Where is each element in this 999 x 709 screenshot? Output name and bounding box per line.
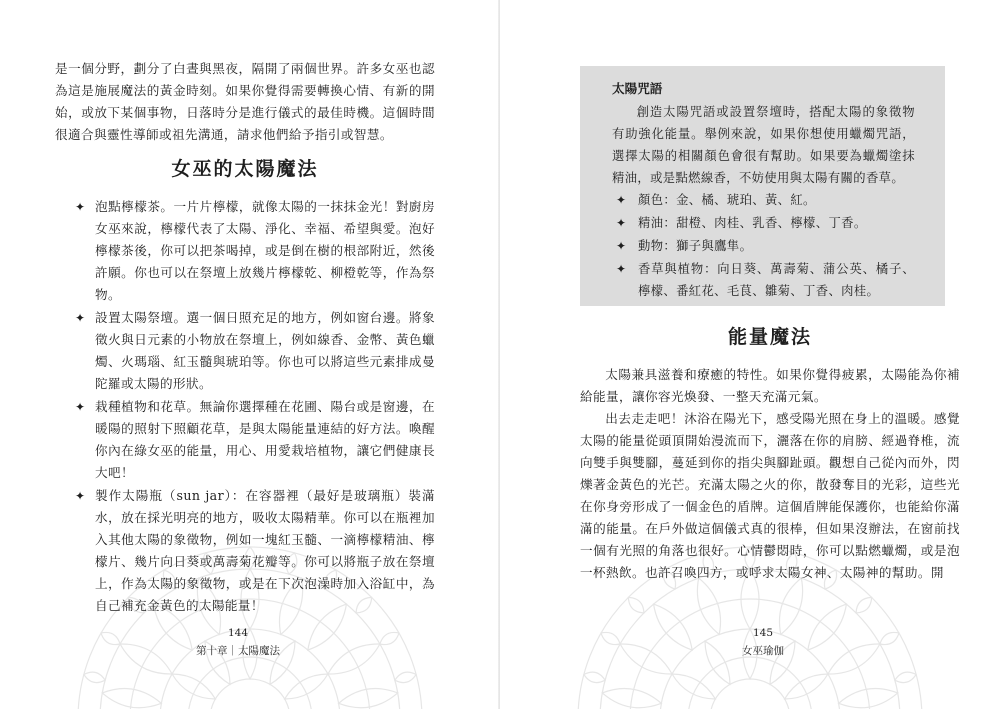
four-point-star-icon: ✦ <box>616 239 627 253</box>
mandala-petal <box>101 684 163 709</box>
sidebar-text: 創造太陽咒語或設置祭壇時，搭配太陽的象徵物有助強化能量。舉例來說，如果你想使用蠟燭咒語，選擇太陽的相關顏色會很有幫助。如果要為蠟燭塗抹精油，或是點燃線香，不妨使用與太陽有關的香草。 <box>612 105 915 185</box>
section-heading-energy-magic: 能量魔法 <box>727 326 812 348</box>
mandala-petal <box>853 594 876 617</box>
mandala-petal <box>837 684 899 709</box>
four-point-star-icon: ✦ <box>75 400 86 414</box>
left-page-footer <box>138 624 338 660</box>
sun-magic-list <box>55 196 435 617</box>
page-number: 144 <box>227 627 249 639</box>
page-number: 145 <box>752 627 774 639</box>
left-content <box>55 58 435 618</box>
section-heading-sun-magic: 女巫的太陽魔法 <box>171 158 319 180</box>
mandala-petal <box>83 670 107 685</box>
list-item: ✦ 動物：獅子與鷹隼。 <box>620 235 915 257</box>
left-page <box>0 0 499 709</box>
list-item: ✦ 設置太陽祭壇。選一個日照充足的地方，例如窗台邊。將象徵火與日元素的小物放在祭壇上，例如線香、金幣、黃色蠟燭、火瑪瑙、紅玉髓與琥珀等。你也可以將這些元素排成曼陀羅或太陽的形狀。 <box>79 307 435 395</box>
mandala-petal <box>877 629 901 649</box>
running-footer: 第十章｜太陽魔法 <box>196 645 280 657</box>
mandala-petal <box>99 629 123 649</box>
mandala-petal <box>599 629 623 649</box>
mandala-petal <box>377 629 401 649</box>
mandala-petal <box>337 684 399 709</box>
four-point-star-icon: ✦ <box>75 200 86 214</box>
four-point-star-icon: ✦ <box>75 311 86 325</box>
list-item: ✦ 泡點檸檬茶。一片片檸檬，就像太陽的一抹抹金光！對廚房女巫來說，檸檬代表了太陽、淨化、幸福、希望與愛。泡好檸檬茶後，你可以把茶喝掉，或是倒在樹的根部附近，然後許願。你也可以在祭壇上放幾片檸檬乾、柳橙乾等，作為祭物。 <box>79 196 435 306</box>
right-page-footer <box>663 624 863 660</box>
body-paragraph: 太陽兼具滋養和療癒的特性。如果你覺得疲累，太陽能為你補給能量，讓你容光煥發、一整天充滿元氣。 <box>580 367 960 404</box>
mandala-petal <box>169 668 219 705</box>
mandala-petal <box>669 668 719 705</box>
sidebar-title: 太陽咒語 <box>612 81 663 96</box>
mandala-petal <box>394 670 418 685</box>
running-footer: 女巫瑜伽 <box>742 645 784 657</box>
mandala-petal <box>281 668 331 705</box>
mandala-petal <box>583 670 607 685</box>
sun-spell-sidebar <box>580 66 945 306</box>
right-page <box>500 0 999 709</box>
list-item: ✦ 顏色：金、橘、琥珀、黃、紅。 <box>620 189 915 211</box>
four-point-star-icon: ✦ <box>616 216 627 230</box>
four-point-star-icon: ✦ <box>75 489 86 503</box>
list-item: ✦ 製作太陽瓶（sun jar）：在容器裡（最好是玻璃瓶）裝滿水，放在採光明亮的地方，吸收太陽精華。你可以在瓶裡加入其他太陽的象徵物，例如一塊紅玉髓、一滴檸檬精油、檸檬片、幾片向日葵或萬壽菊花瓣等。你可以將瓶子放在祭壇上，作為太陽的象徵物，或是在下次泡澡時加入浴缸中，為自己補充金黃色的太陽能量！ <box>79 485 435 617</box>
list-item: ✦ 栽種植物和花草。無論你選擇種在花圃、陽台或是窗邊，在暖陽的照射下照顧花草，是與太陽能量連結的好方法。喚醒你內在綠女巫的能量，用心、用愛栽培植物，讓它們健康長大吧！ <box>79 396 435 484</box>
mandala-petal <box>601 684 663 709</box>
four-point-star-icon: ✦ <box>616 193 627 207</box>
body-paragraph: 出去走走吧！沐浴在陽光下，感受陽光照在身上的溫暖。感覺太陽的能量從頭頂開始漫流而下，灑落在你的肩膀、經過脊椎，流向雙手與雙腳，蔓延到你的指尖與腳趾頭。觀想自己從內而外，閃爍著金黃色的光芒。充滿太陽之火的你，散發奪目的光彩，這些光在你身旁形成了一個金色的盾牌。這個盾牌能保護你，也能給你滿滿的能量。在戶外做這個儀式真的很棒，但如果沒辦法，在窗前找一個有光照的角落也很好。心情鬱悶時，你可以點燃蠟燭，或是泡一杯熱飲。也許召喚四方，或呼求太陽女神、太陽神的幫助。開 <box>580 411 960 580</box>
list-item: ✦ 精油：甜橙、肉桂、乳香、檸檬、丁香。 <box>620 212 915 234</box>
four-point-star-icon: ✦ <box>616 262 627 276</box>
mandala-petal <box>894 670 918 685</box>
right-content <box>580 322 960 584</box>
sidebar-list <box>612 189 915 302</box>
intro-paragraph: 是一個分野，劃分了白晝與黑夜，隔開了兩個世界。許多女巫也認為這是施展魔法的黃金時刻。如果你覺得需要轉換心情、有新的開始，或放下某個事物，日落時分是進行儀式的最佳時機。這個時間很適合與靈性導師或祖先溝通，請求他們給予指引或智慧。 <box>55 61 435 142</box>
mandala-petal <box>625 594 648 617</box>
mandala-petal <box>781 668 831 705</box>
list-item: ✦ 香草與植物：向日葵、萬壽菊、蒲公英、橘子、檸檬、番紅花、毛茛、雛菊、丁香、肉桂。 <box>620 258 915 302</box>
